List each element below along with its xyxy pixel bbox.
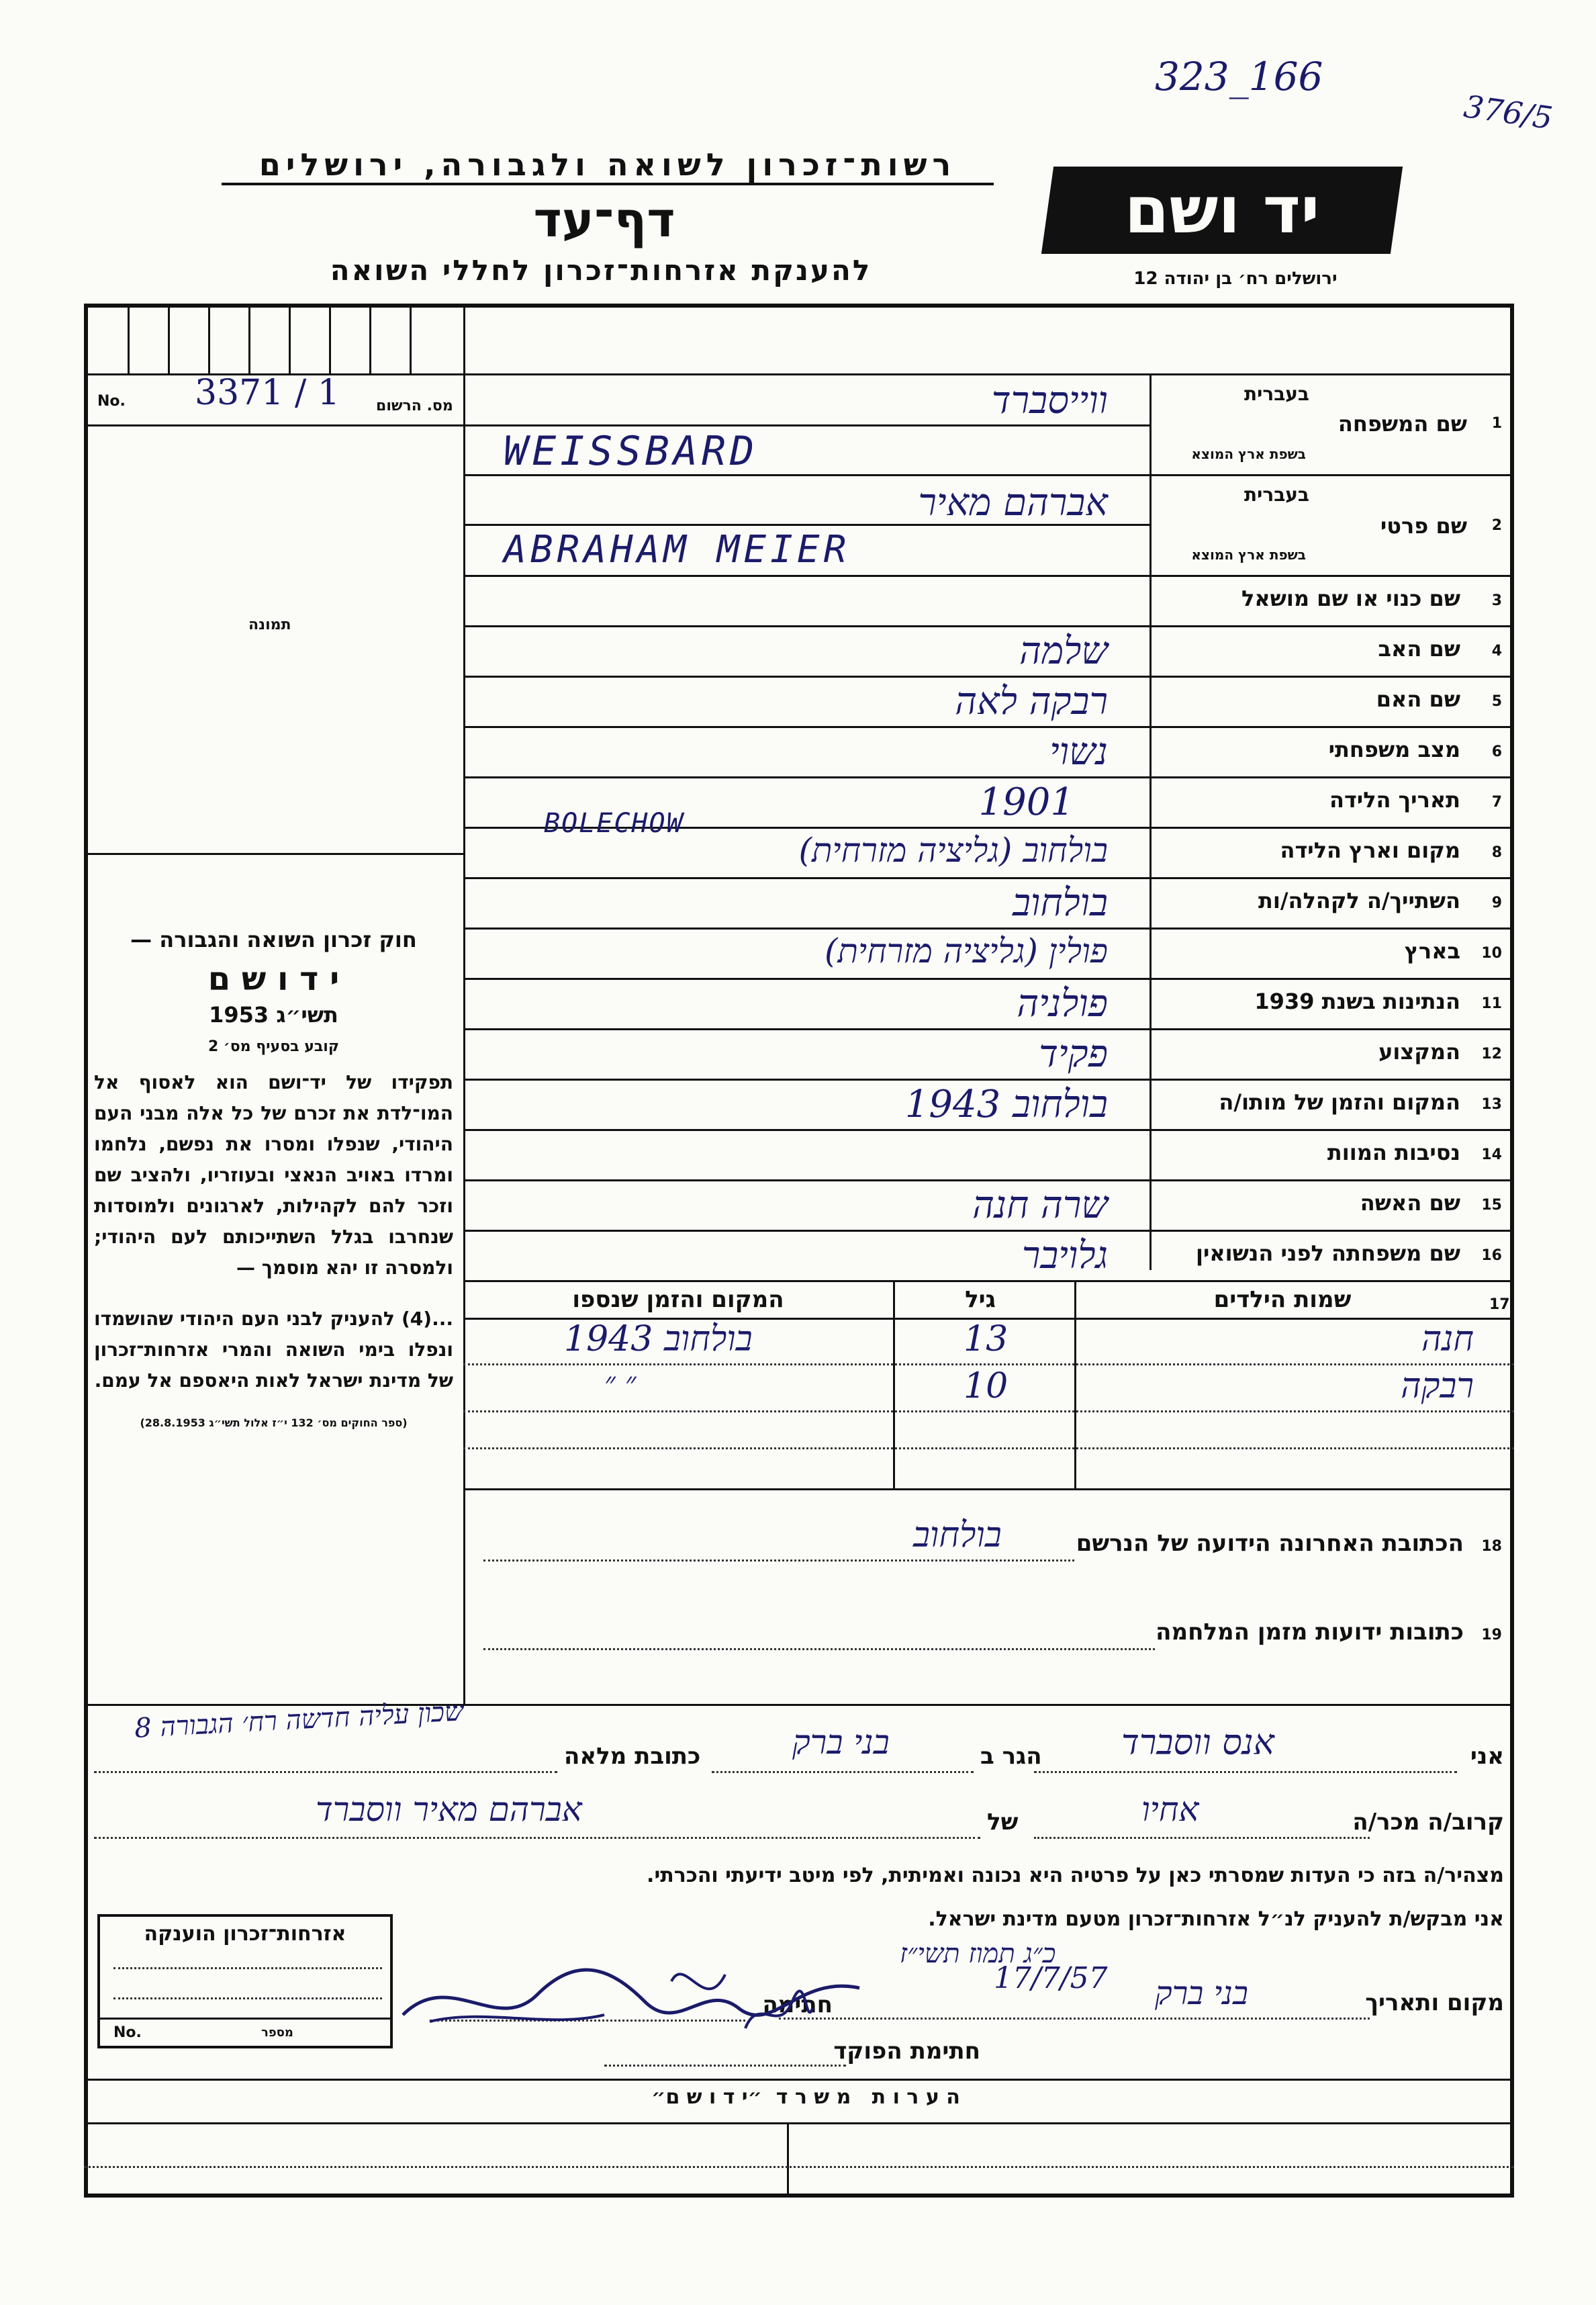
archive-number: 323_166 — [1155, 54, 1323, 99]
answer-citizenship-1939: פולניה — [1017, 982, 1108, 1026]
answer-death-place-time: בולחוב 1943 — [904, 1083, 1108, 1126]
field-last-address: 18 הכתובת האחרונה הידועה של הנרשם בולחוב — [470, 1523, 1507, 1570]
field-label: שם פרטי — [1380, 513, 1467, 539]
field-mother-name: 5 שם האם — [1376, 686, 1502, 712]
answer-first-name-latin: ABRAHAM MEIER — [504, 528, 851, 572]
answer-profession: פקיד — [1039, 1032, 1108, 1076]
field-birth-place: 8 מקום וארץ הלידה — [1280, 838, 1502, 863]
logo-text: יד ושם — [1124, 173, 1320, 248]
field-number: 2 — [1491, 517, 1502, 534]
field-death-circumstances: 14 נסיבות המוות — [1327, 1140, 1502, 1165]
children-field-number: 17 — [1489, 1296, 1510, 1313]
sub-hebrew-label: בעברית — [1243, 484, 1309, 506]
child-place-time: ״ ״ — [604, 1366, 637, 1400]
field-birth-date: 7 תאריך הלידה — [1329, 787, 1502, 813]
children-place-header: המקום והזמן שנספו — [572, 1286, 784, 1313]
place-date-line: מקום ותאריך בני ברק 17/7/57 — [779, 1968, 1504, 2022]
field-nickname: 3 שם כנוי או שם מושאל — [1241, 586, 1502, 611]
declaration-statement-2: אני מבקש/ת להעניק לנ״ל אזרחות־זכרון מטעם מדינת ישראל. — [928, 1907, 1504, 1931]
answer-death-circumstances — [470, 1130, 1148, 1179]
answer-mother-name: רבקה לאה — [955, 680, 1108, 723]
form-subtitle: להענקת אזרחות־זכרון לחללי השואה — [330, 254, 872, 287]
law-heading: חוק זכרון השואה והגבורה — — [130, 927, 417, 952]
birth-place-latin: BOLECHOW — [544, 808, 684, 839]
relation-value: אחיו — [1141, 1790, 1199, 1829]
field-wife-name: 15 שם האשה — [1360, 1190, 1502, 1216]
answer-last-address: בולחוב — [913, 1515, 1002, 1555]
child-row-1 — [463, 1319, 1514, 1363]
citizenship-stamp-box — [97, 1914, 393, 2048]
field-community: 9 השתייך/ה לקהלה/ות — [1258, 888, 1502, 913]
officer-signature-line: חתימת הפוקד — [604, 2022, 980, 2069]
no-label: No. — [97, 393, 126, 410]
authority-title: רשות־זכרון לשואה ולגבורה, ירושלים — [222, 146, 994, 185]
declarant-full-address: שכון עליה חדשה רח׳ הגבורה 8 — [134, 1696, 465, 1744]
registration-label: מס. הרשום — [376, 398, 453, 414]
field-label: שם המשפחה — [1337, 411, 1467, 437]
answer-birth-date: 1901 — [978, 780, 1074, 824]
answer-community: בולחוב — [1013, 881, 1108, 925]
law-paragraph-2: ...(4) להעניק לבני העם היהודי שהושמדו ונפלו בימי השואה והמרי אזרחות־זכרון של מדינת ישראל לאות היאספם אל עמם. — [94, 1308, 453, 1392]
child-name: רבקה — [1401, 1366, 1474, 1406]
field-wife-maiden-name: 16 שם משפחתה לפני הנשואין — [1195, 1240, 1502, 1266]
declaration-place: בני ברק — [1155, 1975, 1248, 2012]
law-year: תשי״ג 1953 — [209, 1002, 338, 1028]
answer-first-name-hebrew: אברהם מאיר — [918, 481, 1108, 525]
declarant-name: אנס ווסברד — [1121, 1723, 1274, 1763]
stamp-box-num-label: מספר — [261, 2026, 293, 2040]
answer-country: פולין (גליציה מזרחית) — [825, 932, 1108, 970]
corner-archive-number: 376/5 — [1461, 88, 1555, 136]
field-father-name: 4 שם האב — [1378, 636, 1502, 662]
law-section — [94, 927, 453, 1429]
law-title: י ד ו ש ם — [207, 960, 340, 998]
answer-family-name-latin: WEISSBARD — [504, 428, 759, 475]
sub-origin-label: בשפת ארץ המוצא — [1191, 446, 1306, 462]
child-row-2 — [463, 1366, 1514, 1410]
answer-wife-maiden-name: גלויבר — [1021, 1234, 1108, 1277]
answer-father-name: שלמה — [1019, 629, 1108, 673]
field-number: 1 — [1491, 415, 1502, 432]
field-profession: 12 המקצוע — [1378, 1039, 1502, 1065]
field-citizenship-1939: 11 הנתינות בשנת 1939 — [1254, 989, 1502, 1014]
form-title: דף־עד — [533, 191, 675, 248]
registration-number: 3371 / 1 — [195, 373, 340, 413]
child-age: 13 — [964, 1319, 1008, 1359]
field-country: 10 בארץ — [1404, 938, 1502, 964]
signature-line: חתימה — [430, 1971, 833, 2025]
sub-hebrew-label: בעברית — [1243, 383, 1309, 405]
law-reference: (ספר החוקים מס׳ 132 י״ז אלול תשי״ג 28.8.1953) — [140, 1416, 408, 1429]
yad-vashem-logo — [1041, 167, 1403, 254]
declaration-line-2: קרוב/ה מכר/ה אחיו של אברהם מאיר ווסברד — [94, 1790, 1504, 1844]
child-place-time: בולחוב 1943 — [564, 1319, 753, 1359]
field-wartime-addresses: 19 כתובות ידועות מזמן המלחמה — [470, 1612, 1507, 1659]
sub-origin-label: בשפת ארץ המוצא — [1191, 547, 1306, 563]
office-notes-heading: ה ע ר ו ת מ ש ר ד ״י ד ו ש ם״ — [651, 2085, 960, 2109]
child-age: 10 — [964, 1366, 1008, 1406]
stamp-box-no-label: No. — [113, 2024, 142, 2041]
declarant-city: בני ברק — [792, 1723, 890, 1762]
field-family-name — [1152, 376, 1507, 473]
answer-marital-status: נשוי — [1049, 730, 1108, 774]
field-first-name — [1152, 476, 1507, 573]
declaration-statement-1: מצהיר/ה בזה כי העדות שמסרתי כאן על פרטיה היא נכונה ואמיתית, לפי מיטב ידיעתי והכרתי. — [647, 1864, 1504, 1887]
photo-label: תמונה — [248, 617, 291, 633]
law-paragraph-1: תפקידו של יד־ושם הוא לאסוף אל המו־לדת את זכרם של כל אלה מבני העם היהודי, שנפלו ומסרו את נפשם, נלחמו ומרדו באויב הנאצי ובעוזריו, ולהציב שם וזכר להם לקהילות, לארגונים ולמוסדות שנחרבו בגלל השתייכותם לעם היהודי; ולמסרה זו יהא מוסמך — — [94, 1071, 453, 1279]
answer-birth-place: בולחוב (גליציה מזרחית) BOLECHOW — [544, 808, 1108, 870]
logo-address: ירושלים רח׳ בן יהודה 12 — [1133, 269, 1337, 289]
declaration-date: 17/7/57 — [994, 1961, 1108, 1995]
stamp-box-title: אזרחות־זכרון הוענקה — [144, 1922, 346, 1946]
answer-nickname — [470, 576, 1148, 625]
relation-of-value: אברהם מאיר ווסברד — [316, 1790, 582, 1829]
answer-family-name-hebrew: ווייסברד — [991, 379, 1108, 422]
law-clause: קובע בסעיף מס׳ 2 — [207, 1038, 340, 1055]
child-name: חנה — [1421, 1319, 1474, 1359]
children-names-header: שמות הילדים — [1213, 1286, 1352, 1313]
officer-signature-scribble — [739, 1988, 819, 2042]
field-marital-status: 6 מצב משפחתי — [1328, 737, 1502, 762]
field-death-place-time: 13 המקום והזמן של מותו/ה — [1219, 1089, 1502, 1115]
children-age-header: גיל — [965, 1286, 996, 1313]
declaration-line-1: אני אנס ווסברד הגר ב בני ברק כתובת מלאה שכון עליה חדשה רח׳ הגבורה 8 — [94, 1723, 1504, 1776]
answer-wife-name: שרה חנה — [972, 1183, 1108, 1227]
hebrew-date: כ״ג תמוז תשי״ז — [900, 1938, 1056, 1969]
